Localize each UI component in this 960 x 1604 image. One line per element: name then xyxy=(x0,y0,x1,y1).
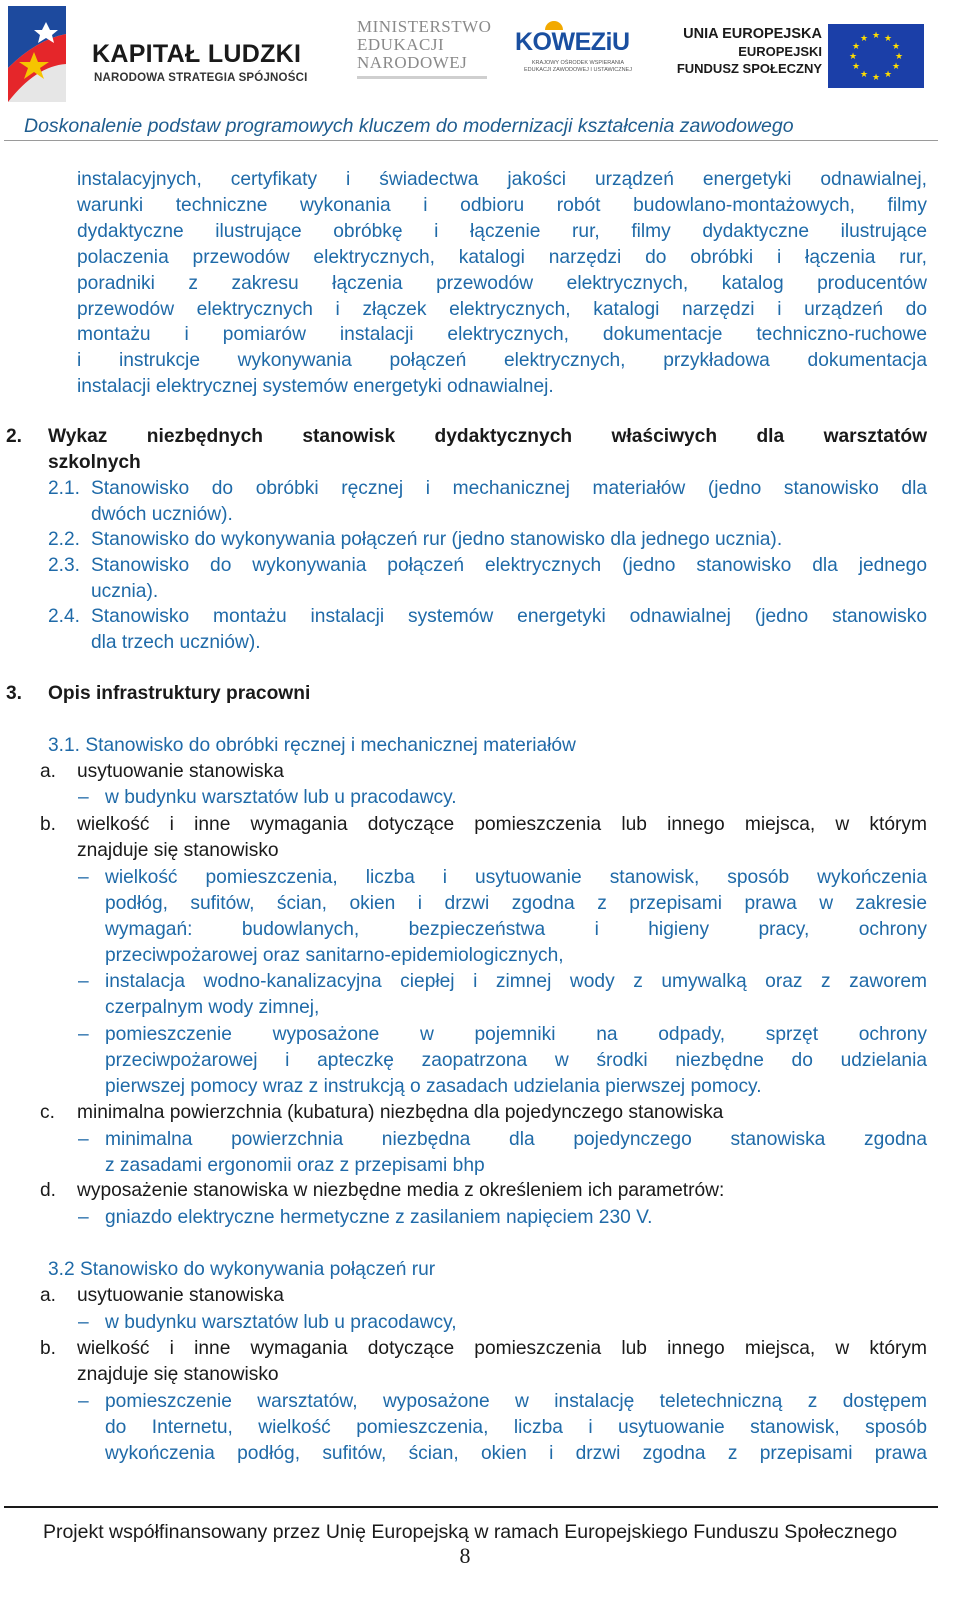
svg-text:★: ★ xyxy=(891,42,901,52)
item-line: Stanowisko montażu instalacji systemów energetyki odnawialnej (jedno stanowisko xyxy=(91,606,927,627)
item-d-letter: d. xyxy=(40,1180,57,1201)
item-c-text: minimalna powierzchnia (kubatura) niezbędna dla pojedynczego stanowiska xyxy=(77,1102,724,1123)
logo-bar xyxy=(0,0,960,110)
subsection-3-2-title: 3.2 Stanowisko do wykonywania połączeń rur xyxy=(48,1259,436,1280)
koweziu-logo xyxy=(515,18,635,82)
koweziu-sub-line-1: KRAJOWY OŚRODEK WSPIERANIA xyxy=(531,60,625,66)
svg-text:★: ★ xyxy=(859,70,869,80)
footer-divider xyxy=(4,1506,938,1508)
intro-line: i instrukcje wykonywania połączeń elektrycznych, przykładowa dokumentacja xyxy=(77,350,927,372)
intro-line: dydaktyczne ilustrujące obróbkę i łączenie rur, filmy dydaktyczne ilustrujące xyxy=(77,220,927,242)
ministerstwo-line-2: EDUKACJI xyxy=(357,35,445,54)
bullet-item xyxy=(105,1310,927,1336)
dash-bullet: – xyxy=(78,867,89,888)
koweziu-name: KOWEZiU xyxy=(515,28,630,56)
bullet-item xyxy=(105,785,927,811)
eu-line-2: EUROPEJSKI xyxy=(738,44,822,59)
eu-logo-text xyxy=(677,26,822,77)
item-line: Stanowisko do obróbki ręcznej i mechanicznej materiałów (jedno stanowisko dla xyxy=(91,478,927,499)
bullet-line: pomieszczenie wyposażone w pojemniki na odpady, sprzęt ochrony xyxy=(105,1024,927,1045)
item-line: Stanowisko do wykonywania połączeń elektrycznych (jedno stanowisko dla jednego xyxy=(91,555,927,576)
page-number: 8 xyxy=(459,1543,471,1568)
ministerstwo-divider xyxy=(357,76,487,79)
dash-bullet: – xyxy=(78,787,89,808)
kapital-ludzki-title: KAPITAŁ LUDZKI xyxy=(92,40,302,68)
svg-text:★: ★ xyxy=(883,70,893,80)
bullet-line: czerpalnym wody zimnej, xyxy=(105,996,320,1018)
header-divider xyxy=(4,140,938,141)
intro-line: poradniki z zakresu łączenia przewodów elektrycznych, katalog producentów xyxy=(77,272,927,294)
intro-line: montażu i pomiarów instalacji elektrycznych, dokumentacje techniczno-ruchowe xyxy=(77,324,927,346)
item-b-line: znajduje się stanowisko xyxy=(77,1363,279,1385)
section-2-title-line: szkolnych xyxy=(48,451,141,473)
bullet-line: przeciwpożarowej i apteczkę zaopatrzona w środki niezbędne do udzielania xyxy=(105,1049,927,1071)
bullet-line: pierwszej pomocy wraz z instrukcją o zasadach udzielania pierwszej pomocy. xyxy=(105,1075,762,1097)
item-b-line: wielkość i inne wymagania dotyczące pomieszczenia lub innego miejsca, w którym xyxy=(77,1338,927,1359)
svg-text:★: ★ xyxy=(894,52,904,62)
item-2-1-text xyxy=(91,476,927,528)
svg-text:★: ★ xyxy=(851,62,861,72)
section-2-title-line: Wykaz niezbędnych stanowisk dydaktycznych właściwych dla warsztatów xyxy=(48,426,927,447)
item-a-letter: a. xyxy=(40,761,57,782)
svg-text:★: ★ xyxy=(871,73,881,83)
bullet-item xyxy=(105,969,927,1021)
eu-logo xyxy=(676,24,948,94)
section-3-title: Opis infrastruktury pracowni xyxy=(48,683,311,704)
eu-line-3: FUNDUSZ SPOŁECZNY xyxy=(676,61,822,76)
bullet-item xyxy=(105,1389,927,1467)
bullet-line: instalacja wodno-kanalizacyjna ciepłej i zimnej wody z umywalką oraz z zaworem xyxy=(105,971,927,992)
item-a-letter: a. xyxy=(40,1285,57,1306)
dash-bullet: – xyxy=(78,1207,89,1228)
kapital-ludzki-subtitle: NARODOWA STRATEGIA SPÓJNOŚCI xyxy=(94,72,308,84)
intro-line: instalacji elektrycznej systemów energetyki odnawialnej. xyxy=(77,376,554,398)
bullet-item xyxy=(105,1022,927,1100)
bullet-line: pomieszczenie warsztatów, wyposażone w instalację teletechniczną z dostępem xyxy=(105,1391,927,1412)
item-2-3-text xyxy=(91,553,927,605)
svg-text:★: ★ xyxy=(871,31,881,41)
intro-line: instalacyjnych, certyfikaty i świadectwa jakości urządzeń energetyki odnawialnej, xyxy=(77,169,927,190)
bullet-line: z zasadami ergonomii oraz z przepisami bhp xyxy=(105,1154,485,1176)
bullet-line: wykończenia podłóg, sufitów, ścian, okien i drzwi zgodna z przepisami prawa xyxy=(105,1442,927,1464)
subsection-3-1-title: 3.1. Stanowisko do obróbki ręcznej i mechanicznej materiałów xyxy=(48,735,576,756)
bullet-line: gniazdo elektryczne hermetyczne z zasilaniem napięciem 230 V. xyxy=(105,1207,653,1228)
item-line: dla trzech uczniów). xyxy=(91,631,261,653)
section-2-heading xyxy=(48,424,927,476)
svg-text:★: ★ xyxy=(851,42,861,52)
kapital-ludzki-emblem-icon xyxy=(6,4,86,104)
item-line: ucznia). xyxy=(91,580,159,602)
dash-bullet: – xyxy=(78,1312,89,1333)
item-a-text: usytuowanie stanowiska xyxy=(77,1285,284,1306)
bullet-item xyxy=(105,1127,927,1179)
bullet-item xyxy=(105,1205,927,1231)
svg-text:★: ★ xyxy=(883,34,893,44)
dash-bullet: – xyxy=(78,1024,89,1045)
bullet-line: wymagań: budowlanych, bezpieczeństwa i higieny pracy, ochrony xyxy=(105,918,927,940)
bullet-item xyxy=(105,865,927,969)
item-d-text: wyposażenie stanowiska w niezbędne media z określeniem ich parametrów: xyxy=(77,1180,725,1201)
ministerstwo-line-1: MINISTERSTWO xyxy=(357,17,492,36)
intro-line: przewodów elektrycznych i złączek elektrycznych, katalogi narzędzi i urządzeń do xyxy=(77,298,927,320)
bullet-line: wielkość pomieszczenia, liczba i usytuowanie stanowisk, sposób wykończenia xyxy=(105,867,927,888)
item-b-text xyxy=(77,1336,927,1388)
eu-flag-icon xyxy=(828,24,924,88)
bullet-line: przeciwpożarowej oraz sanitarno-epidemiologicznych, xyxy=(105,944,564,966)
bullet-line: do Internetu, wielkość pomieszczenia, liczba i usytuowanie stanowisk, sposób xyxy=(105,1416,927,1438)
dash-bullet: – xyxy=(78,1129,89,1150)
item-b-letter: b. xyxy=(40,1338,57,1359)
svg-text:★: ★ xyxy=(859,34,869,44)
svg-text:★: ★ xyxy=(848,52,858,62)
item-b-line: znajduje się stanowisko xyxy=(77,839,279,861)
item-b-line: wielkość i inne wymagania dotyczące pomieszczenia lub innego miejsca, w którym xyxy=(77,814,927,835)
intro-paragraph xyxy=(77,167,927,400)
section-2-number: 2. xyxy=(6,426,23,447)
bullet-line: w budynku warsztatów lub u pracodawcy, xyxy=(105,1312,457,1333)
item-b-text xyxy=(77,812,927,864)
item-c-letter: c. xyxy=(40,1102,55,1123)
item-line: Stanowisko do wykonywania połączeń rur (jedno stanowisko dla jednego ucznia). xyxy=(91,529,783,550)
item-2-2-text xyxy=(91,527,927,553)
item-2-4-number: 2.4. xyxy=(48,606,81,627)
footer-text: Projekt współfinansowany przez Unię Europejską w ramach Europejskiego Funduszu Społecznego xyxy=(42,1521,898,1543)
koweziu-subtitle xyxy=(523,60,633,74)
item-2-3-number: 2.3. xyxy=(48,555,81,576)
item-a-text: usytuowanie stanowiska xyxy=(77,761,284,782)
intro-line: polaczenia przewodów elektrycznych, katalogi narzędzi do obróbki i łączenia rur, xyxy=(77,246,927,268)
item-2-4-text xyxy=(91,604,927,656)
dash-bullet: – xyxy=(78,971,89,992)
koweziu-sub-line-2: EDUKACJI ZAWODOWEJ I USTAWICZNEJ xyxy=(524,67,632,73)
svg-text:★: ★ xyxy=(891,62,901,72)
bullet-line: minimalna powierzchnia niezbędna dla pojedynczego stanowiska zgodna xyxy=(105,1129,927,1150)
bullet-line: w budynku warsztatów lub u pracodawcy. xyxy=(105,787,457,808)
item-b-letter: b. xyxy=(40,814,57,835)
ministerstwo-line-3: NARODOWEJ xyxy=(357,53,468,72)
dash-bullet: – xyxy=(78,1391,89,1412)
bullet-line: podłóg, sufitów, ścian, okien i drzwi zgodna z przepisami prawa w zakresie xyxy=(105,892,927,914)
item-2-2-number: 2.2. xyxy=(48,529,81,550)
document-header-title: Doskonalenie podstaw programowych kluczem do modernizacji kształcenia zawodowego xyxy=(24,115,794,137)
item-2-1-number: 2.1. xyxy=(48,478,81,499)
intro-line: warunki techniczne wykonania i odbioru robót budowlano-montażowych, filmy xyxy=(77,194,927,216)
ministerstwo-logo xyxy=(357,18,497,84)
eu-line-1: UNIA EUROPEJSKA xyxy=(683,26,822,42)
kapital-ludzki-logo xyxy=(6,4,306,104)
item-line: dwóch uczniów). xyxy=(91,503,233,525)
section-3-number: 3. xyxy=(6,683,23,704)
